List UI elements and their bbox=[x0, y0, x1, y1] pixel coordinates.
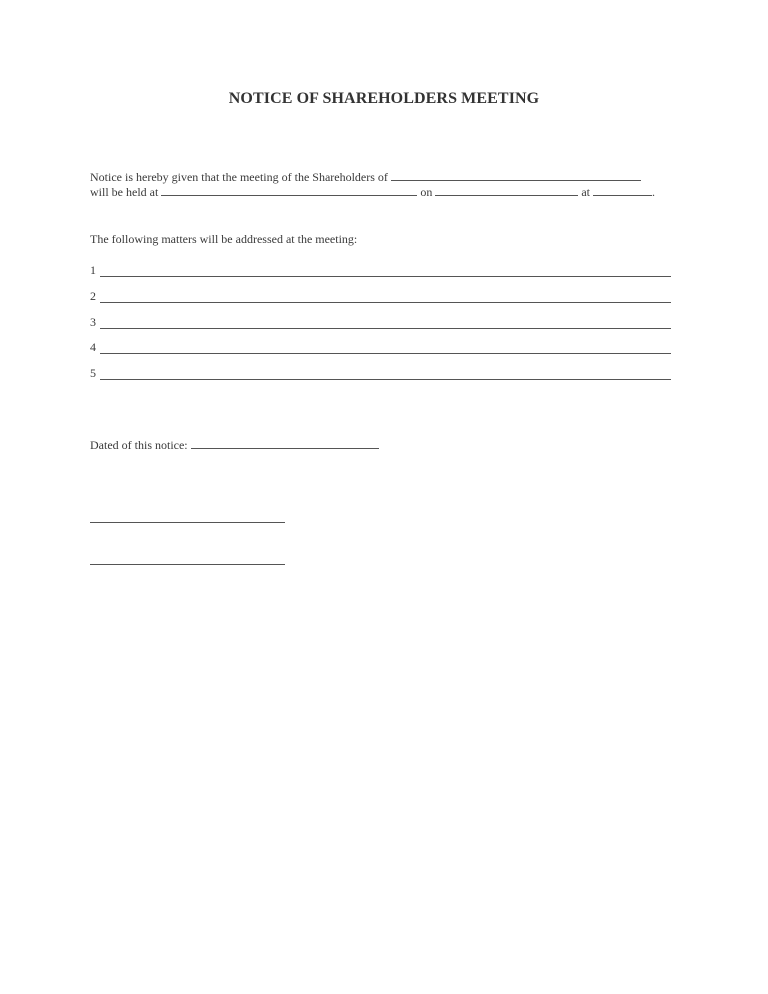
matter-number: 1 bbox=[90, 263, 96, 277]
meeting-date-field[interactable] bbox=[435, 185, 578, 196]
matter-number: 2 bbox=[90, 289, 96, 303]
matter-item-1 bbox=[90, 263, 671, 277]
matter-field-1[interactable] bbox=[100, 265, 671, 277]
matter-number: 3 bbox=[90, 315, 96, 329]
matters-intro: The following matters will be addressed at the meeting: bbox=[90, 232, 358, 246]
notice-date-field[interactable] bbox=[191, 438, 379, 449]
matter-field-4[interactable] bbox=[100, 342, 671, 354]
matter-number: 5 bbox=[90, 366, 96, 380]
matter-field-2[interactable] bbox=[100, 291, 671, 303]
dated-line bbox=[90, 438, 379, 452]
matter-item-4 bbox=[90, 340, 671, 354]
matter-field-5[interactable] bbox=[100, 368, 671, 380]
meeting-location-field[interactable] bbox=[161, 185, 417, 196]
intro-text-on: on bbox=[420, 185, 433, 199]
matter-number: 4 bbox=[90, 340, 96, 354]
document-title: NOTICE OF SHAREHOLDERS MEETING bbox=[228, 90, 540, 107]
matter-item-3 bbox=[90, 315, 671, 329]
intro-line-2 bbox=[90, 185, 655, 199]
intro-text-2: will be held at bbox=[90, 185, 159, 199]
intro-line-1 bbox=[90, 170, 641, 184]
dated-label: Dated of this notice: bbox=[90, 438, 188, 452]
intro-text-at: at bbox=[581, 185, 590, 199]
matter-field-3[interactable] bbox=[100, 317, 671, 329]
company-name-field[interactable] bbox=[391, 170, 641, 181]
matter-item-2 bbox=[90, 289, 671, 303]
intro-text-1: Notice is hereby given that the meeting of the Shareholders of bbox=[90, 170, 388, 184]
signature-line-1[interactable] bbox=[90, 522, 285, 523]
meeting-time-field[interactable] bbox=[593, 185, 652, 196]
intro-text-end: . bbox=[652, 185, 655, 199]
matter-item-5 bbox=[90, 366, 671, 380]
signature-line-2[interactable] bbox=[90, 564, 285, 565]
